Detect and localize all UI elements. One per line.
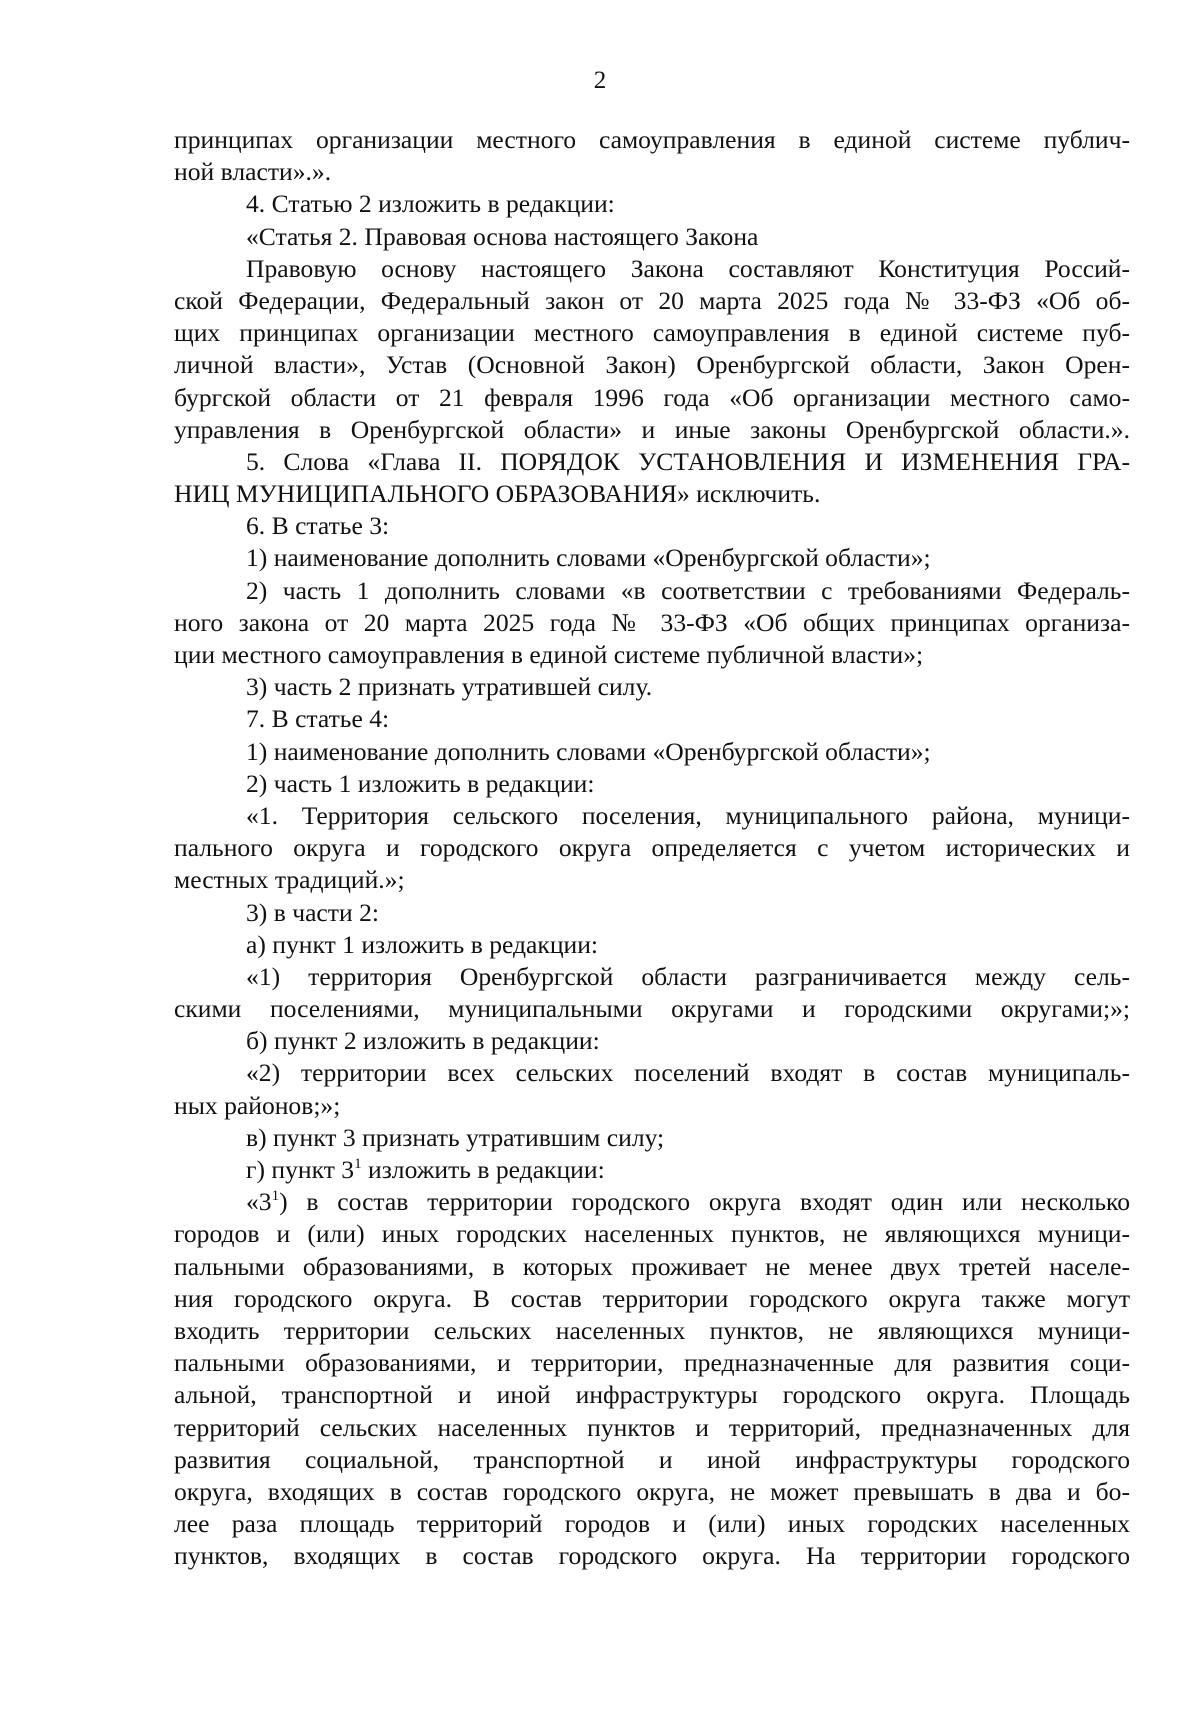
text-line: 5. Слова «Глава II. ПОРЯДОК УСТАНОВЛЕНИЯ И ИЗМЕНЕНИЯ ГРА-	[246, 446, 1130, 476]
text-line: пальными образованиями, в которых проживает не менее двух третей населе-	[174, 1251, 1130, 1281]
text-line: лее раза площадь территорий городов и (или) иных городских населенных	[174, 1509, 1130, 1539]
text-line: пальными образованиями, и территории, предназначенные для развития соци-	[174, 1348, 1130, 1378]
text-segment: ) в состав территории городского округа входят один или несколько	[279, 1187, 1130, 1217]
text-line: 6. В статье 3:	[246, 511, 390, 541]
text-line: «1) территория Оренбургской области разграничивается между сель-	[246, 961, 1130, 991]
text-line: щих принципах организации местного самоуправления в единой системе пуб-	[174, 318, 1130, 348]
text-line: пунктов, входящих в состав городского округа. На территории городского	[174, 1541, 1130, 1571]
text-line: Правовую основу настоящего Закона составляют Конституция Россий-	[246, 253, 1130, 283]
text-segment: изложить в редакции:	[361, 1155, 605, 1184]
text-line: ных районов;»;	[174, 1090, 341, 1120]
text-line: личной власти», Устав (Основной Закон) Оренбургской области, Закон Орен-	[174, 350, 1130, 380]
text-line: городов и (или) иных городских населенных пунктов, не являющихся муници-	[174, 1219, 1130, 1249]
text-line: принципах организации местного самоуправления в единой системе публич-	[174, 125, 1130, 154]
text-line: ной власти».».	[174, 157, 332, 187]
page-number: 2	[593, 67, 607, 94]
text-line: 3) часть 2 признать утратившей силу.	[246, 672, 653, 702]
text-line: 4. Статью 2 изложить в редакции:	[246, 189, 615, 219]
text-line: «2) территории всех сельских поселений входят в состав муниципаль-	[246, 1058, 1130, 1088]
text-line: в) пункт 3 признать утратившим силу;	[246, 1122, 665, 1152]
text-line: 2) часть 1 изложить в редакции:	[246, 768, 595, 798]
text-line: 3) в части 2:	[246, 897, 379, 927]
text-line: ния городского округа. В состав территории городского округа также могут	[174, 1283, 1130, 1313]
text-line: ного закона от 20 марта 2025 года № 33-ФЗ «Об общих принципах организа-	[174, 607, 1130, 637]
text-line: входить территории сельских населенных пунктов, не являющихся муници-	[174, 1315, 1130, 1345]
text-line: 7. В статье 4:	[246, 704, 390, 734]
text-line: «1. Территория сельского поселения, муниципального района, муници-	[246, 800, 1130, 830]
document-body	[174, 124, 1130, 1572]
text-line: управления в Оренбургской области» и иные законы Оренбургской области.».	[174, 414, 1130, 444]
text-line: 1) наименование дополнить словами «Оренбургской области»;	[246, 736, 931, 766]
text-line: округа, входящих в состав городского округа, не может превышать в два и бо-	[174, 1476, 1130, 1506]
text-line: 2) часть 1 дополнить словами «в соответствии с требованиями Федераль-	[246, 575, 1130, 605]
text-line: б) пункт 2 изложить в редакции:	[246, 1026, 600, 1056]
text-line: скими поселениями, муниципальными округами и городскими округами;»;	[174, 994, 1130, 1024]
text-line: территорий сельских населенных пунктов и территорий, предназначенных для	[174, 1412, 1130, 1442]
text-line: местных традиций.»;	[174, 865, 405, 895]
text-line: а) пункт 1 изложить в редакции:	[246, 929, 599, 959]
text-line: 1) наименование дополнить словами «Оренбургской области»;	[246, 543, 931, 573]
text-line: альной, транспортной и иной инфраструктуры городского округа. Площадь	[174, 1380, 1130, 1410]
text-line: НИЦ МУНИЦИПАЛЬНОГО ОБРАЗОВАНИЯ» исключить.	[174, 479, 821, 509]
text-line	[174, 1186, 1130, 1218]
text-line: ской Федерации, Федеральный закон от 20 марта 2025 года № 33-ФЗ «Об об-	[174, 285, 1130, 315]
superscript: 1	[354, 1156, 362, 1172]
text-segment: г) пункт 3	[246, 1155, 355, 1184]
text-line: развития социальной, транспортной и иной инфраструктуры городского	[174, 1444, 1130, 1474]
text-line: «Статья 2. Правовая основа настоящего Закона	[246, 221, 759, 251]
text-line: пального округа и городского округа определяется с учетом исторических и	[174, 833, 1130, 863]
text-line: ции местного самоуправления в единой системе публичной власти»;	[174, 640, 924, 669]
superscript: 1	[271, 1188, 280, 1205]
text-line	[174, 1154, 1130, 1186]
text-segment: «3	[246, 1187, 272, 1217]
text-line: бургской области от 21 февраля 1996 года «Об организации местного само-	[174, 382, 1130, 412]
